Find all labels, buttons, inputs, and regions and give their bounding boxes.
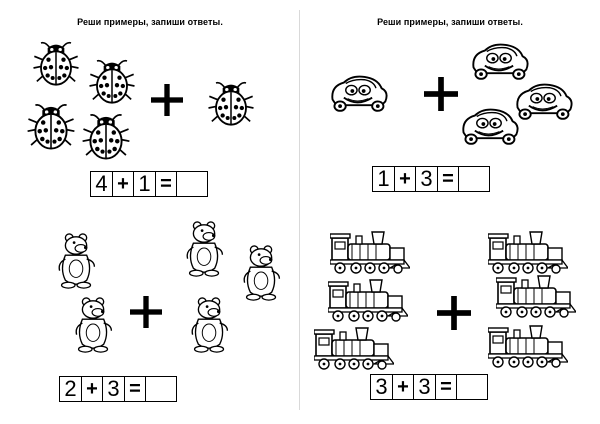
ladybug-icon — [86, 56, 138, 106]
answer-box[interactable] — [457, 375, 487, 399]
equation-row — [372, 166, 490, 192]
train-icon — [496, 274, 576, 318]
train-icon — [314, 326, 394, 370]
train-icon — [330, 230, 410, 274]
equals-box: = — [156, 172, 177, 196]
ladybug-icon — [30, 38, 82, 88]
plus-box: + — [395, 167, 416, 191]
ladybug-icon — [25, 100, 77, 152]
addend-box: 3 — [414, 375, 436, 399]
answer-box[interactable] — [459, 167, 489, 191]
train-icon — [328, 278, 408, 322]
plus-box: + — [82, 377, 103, 401]
addend-box: 3 — [416, 167, 438, 191]
train-icon — [488, 324, 568, 368]
plus-icon — [151, 84, 183, 116]
addend-box: 2 — [60, 377, 82, 401]
addend-box: 3 — [103, 377, 125, 401]
ladybug-icon — [80, 110, 132, 162]
addend-box: 1 — [134, 172, 156, 196]
equation-row — [370, 374, 488, 400]
page-heading: Реши примеры, запиши ответы. — [77, 17, 223, 27]
equals-box: = — [125, 377, 146, 401]
bear-icon — [72, 296, 116, 354]
addend-box: 3 — [371, 375, 393, 399]
plus-box: + — [113, 172, 134, 196]
bear-icon — [188, 296, 232, 354]
bear-icon — [55, 232, 99, 290]
cartoon-car-icon — [456, 103, 522, 147]
right-page — [300, 0, 600, 424]
plus-icon — [424, 77, 458, 111]
plus-icon — [437, 296, 471, 330]
page-heading: Реши примеры, запиши ответы. — [377, 17, 523, 27]
plus-box: + — [393, 375, 414, 399]
answer-box[interactable] — [177, 172, 207, 196]
train-icon — [488, 230, 568, 274]
addend-box: 4 — [91, 172, 113, 196]
equation-row — [59, 376, 177, 402]
answer-box[interactable] — [146, 377, 176, 401]
equals-box: = — [436, 375, 457, 399]
bear-icon — [240, 244, 284, 302]
plus-icon — [130, 296, 162, 328]
ladybug-icon — [206, 78, 256, 128]
equation-row — [90, 171, 208, 197]
equals-box: = — [438, 167, 459, 191]
cartoon-car-icon — [325, 70, 391, 114]
bear-icon — [183, 220, 227, 278]
cartoon-car-icon — [466, 38, 532, 82]
addend-box: 1 — [373, 167, 395, 191]
